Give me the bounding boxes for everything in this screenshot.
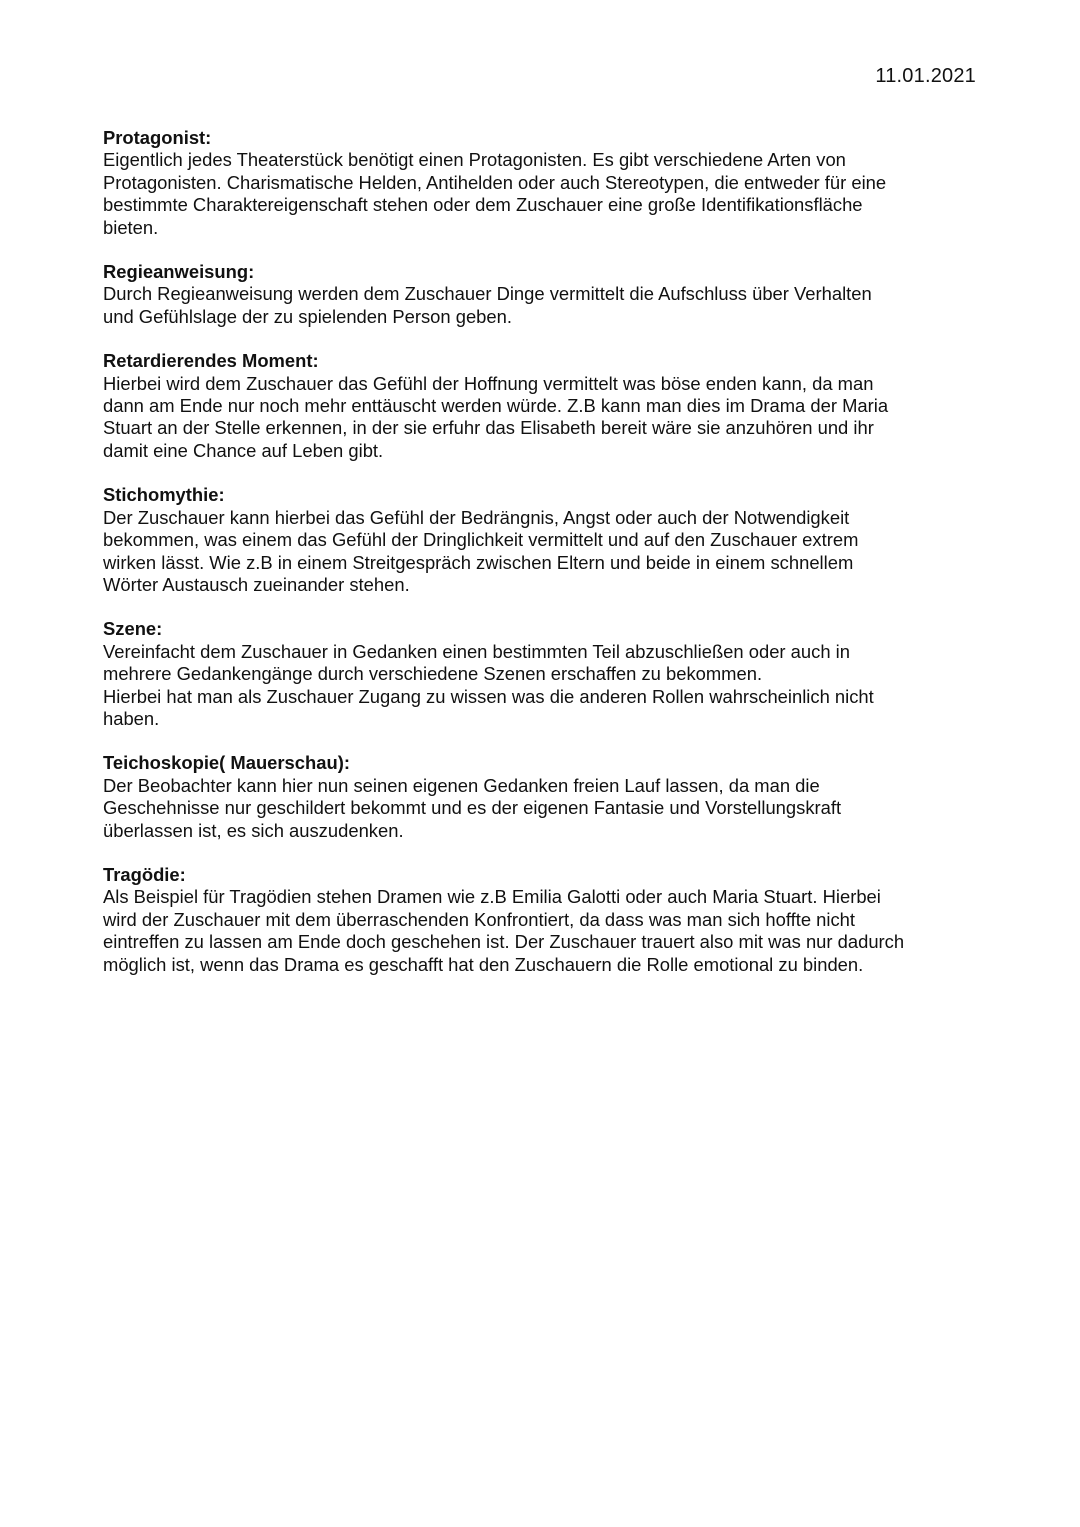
definition-line: wird der Zuschauer mit dem überraschenden Konfrontiert, da dass was man sich hoffte nicht xyxy=(103,908,856,930)
definition-line: Hierbei hat man als Zuschauer Zugang zu wissen was die anderen Rollen wahrscheinlich nicht xyxy=(103,685,874,707)
definition-line: mehrere Gedankengänge durch verschiedene Szenen erschaffen zu bekommen. xyxy=(103,663,763,685)
term-heading: Regieanweisung: xyxy=(103,261,255,283)
definition-line: eintreffen zu lassen am Ende doch geschehen ist. Der Zuschauer trauert also mit was nur dadurch xyxy=(103,931,905,953)
term-heading: Retardierendes Moment: xyxy=(103,350,319,372)
definition-line: bieten. xyxy=(103,216,159,238)
term-definition xyxy=(103,283,983,328)
term-definition xyxy=(103,507,983,597)
term-heading: Tragödie: xyxy=(103,863,186,885)
definition-line: Als Beispiel für Tragödien stehen Dramen wie z.B Emilia Galotti oder auch Maria Stuart. Hierbei xyxy=(103,886,881,908)
document-body xyxy=(103,127,983,998)
definition-line: damit eine Chance auf Leben gibt. xyxy=(103,439,384,461)
definition-line: überlassen ist, es sich auszudenken. xyxy=(103,819,404,841)
term-section xyxy=(103,618,983,730)
definition-line: Wörter Austausch zueinander stehen. xyxy=(103,573,410,595)
definition-line: Eigentlich jedes Theaterstück benötigt einen Protagonisten. Es gibt verschiedene Arten von xyxy=(103,149,846,171)
term-definition xyxy=(103,149,983,239)
definition-line: Hierbei wird dem Zuschauer das Gefühl der Hoffnung vermittelt was böse enden kann, da man xyxy=(103,372,874,394)
definition-line: Der Beobachter kann hier nun seinen eigenen Gedanken freien Lauf lassen, da man die xyxy=(103,774,820,796)
term-section xyxy=(103,484,983,596)
definition-line: bestimmte Charaktereigenschaft stehen oder dem Zuschauer eine große Identifikationsfläche xyxy=(103,194,863,216)
definition-line: Stuart an der Stelle erkennen, in der sie erfuhr das Elisabeth bereit wäre sie anzuhören und ihr xyxy=(103,417,874,439)
definition-line: und Gefühlslage der zu spielenden Person geben. xyxy=(103,305,512,327)
term-section xyxy=(103,752,983,842)
definition-line: Geschehnisse nur geschildert bekommt und es der eigenen Fantasie und Vorstellungskraft xyxy=(103,797,842,819)
term-section xyxy=(103,864,983,976)
definition-line: bekommen, was einem das Gefühl der Dringlichkeit vermittelt und auf den Zuschauer extrem xyxy=(103,529,859,551)
document-date: 11.01.2021 xyxy=(875,65,976,87)
term-heading: Protagonist: xyxy=(103,127,212,148)
term-definition xyxy=(103,641,983,731)
term-section xyxy=(103,261,983,328)
term-definition xyxy=(103,886,983,976)
term-heading: Teichoskopie( Mauerschau): xyxy=(103,752,350,774)
definition-line: dann am Ende nur noch mehr enttäuscht werden würde. Z.B kann man dies im Drama der Maria xyxy=(103,395,889,417)
definition-line: haben. xyxy=(103,707,160,729)
definition-line: Der Zuschauer kann hierbei das Gefühl der Bedrängnis, Angst oder auch der Notwendigkeit xyxy=(103,506,850,528)
definition-line: wirken lässt. Wie z.B in einem Streitgespräch zwischen Eltern und beide in einem schnellem xyxy=(103,551,854,573)
term-section xyxy=(103,127,983,239)
definition-line: Durch Regieanweisung werden dem Zuschauer Dinge vermittelt die Aufschluss über Verhalten xyxy=(103,283,872,305)
definition-line: Protagonisten. Charismatische Helden, Antihelden oder auch Stereotypen, die entweder für eine xyxy=(103,171,887,193)
term-definition xyxy=(103,775,983,842)
term-section xyxy=(103,350,983,462)
term-heading: Szene: xyxy=(103,618,163,640)
definition-line: Vereinfacht dem Zuschauer in Gedanken einen bestimmten Teil abzuschließen oder auch in xyxy=(103,640,850,662)
term-heading: Stichomythie: xyxy=(103,484,225,506)
definition-line: möglich ist, wenn das Drama es geschafft hat den Zuschauern die Rolle emotional zu binden. xyxy=(103,953,864,975)
term-definition xyxy=(103,373,983,463)
